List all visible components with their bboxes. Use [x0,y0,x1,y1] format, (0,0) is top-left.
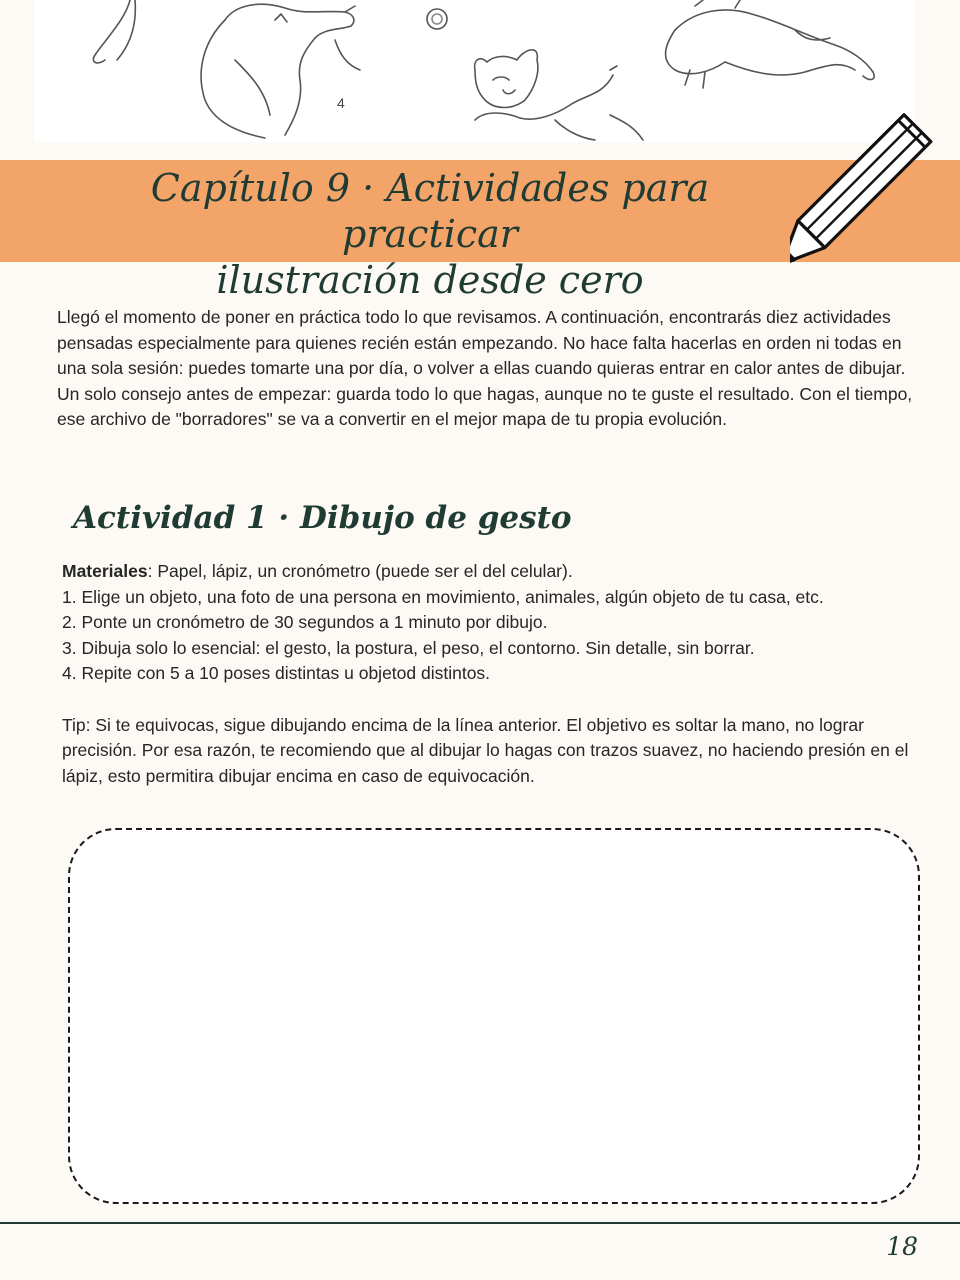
chapter-title-line-1: Capítulo 9 · Actividades para practicar [150,166,710,256]
tip-text: Tip: Si te equivocas, sigue dibujando encima de la línea anterior. El objetivo es soltar la mano, no lograr precisión. Por esa razón, te recomiendo que al dibujar lo hagas con trazos suavez, no haciendo presión en el lápiz, esto permitira dibujar encima en caso de equivocación. [62,714,909,786]
chapter-title-line-2: ilustración desde cero [216,258,644,302]
sketch-number: 4 [337,95,345,111]
page-number: 18 [886,1232,918,1261]
step-item: 1. Elige un objeto, una foto de una persona en movimiento, animales, algún objeto de tu casa, etc. [62,586,824,607]
step-item: 2. Ponte un cronómetro de 30 segundos a 1 minuto por dibujo. [62,612,548,633]
intro-text [57,305,927,433]
chapter-title [60,165,800,303]
intro-paragraph-1: Llegó el momento de poner en práctica todo lo que revisamos. A continuación, encontrarás diez actividades pensadas especialmente para quienes recién están empezando. No hace falta hacerlas en orden ni todas en una sola sesión: puedes tomarte una por día, o volver a ellas cuando quieras entrar en calor antes de dibujar. [57,307,906,379]
step-item: 3. Dibuja solo lo esencial: el gesto, la postura, el peso, el contorno. Sin detalle, sin borrar. [62,637,755,658]
footer-divider [0,1222,960,1224]
pencil-icon [790,80,960,265]
materials-line [62,559,932,585]
animal-sketches-illustration [35,0,915,142]
drawing-practice-area[interactable] [68,828,920,1204]
step-item: 4. Repite con 5 a 10 poses distintas u objetod distintos. [62,663,491,684]
activity-body [62,559,932,789]
materials-label: Materiales [62,561,148,581]
materials-text: : Papel, lápiz, un cronómetro (puede ser el del celular). [147,561,573,581]
activity-title: Actividad 1 · Dibujo de gesto [73,500,572,536]
intro-paragraph-2: Un solo consejo antes de empezar: guarda todo lo que hagas, aunque no te guste el resultado. Con el tiempo, ese archivo de "borradores" se va a convertir en el mejor mapa de tu propia evolución. [57,383,913,430]
